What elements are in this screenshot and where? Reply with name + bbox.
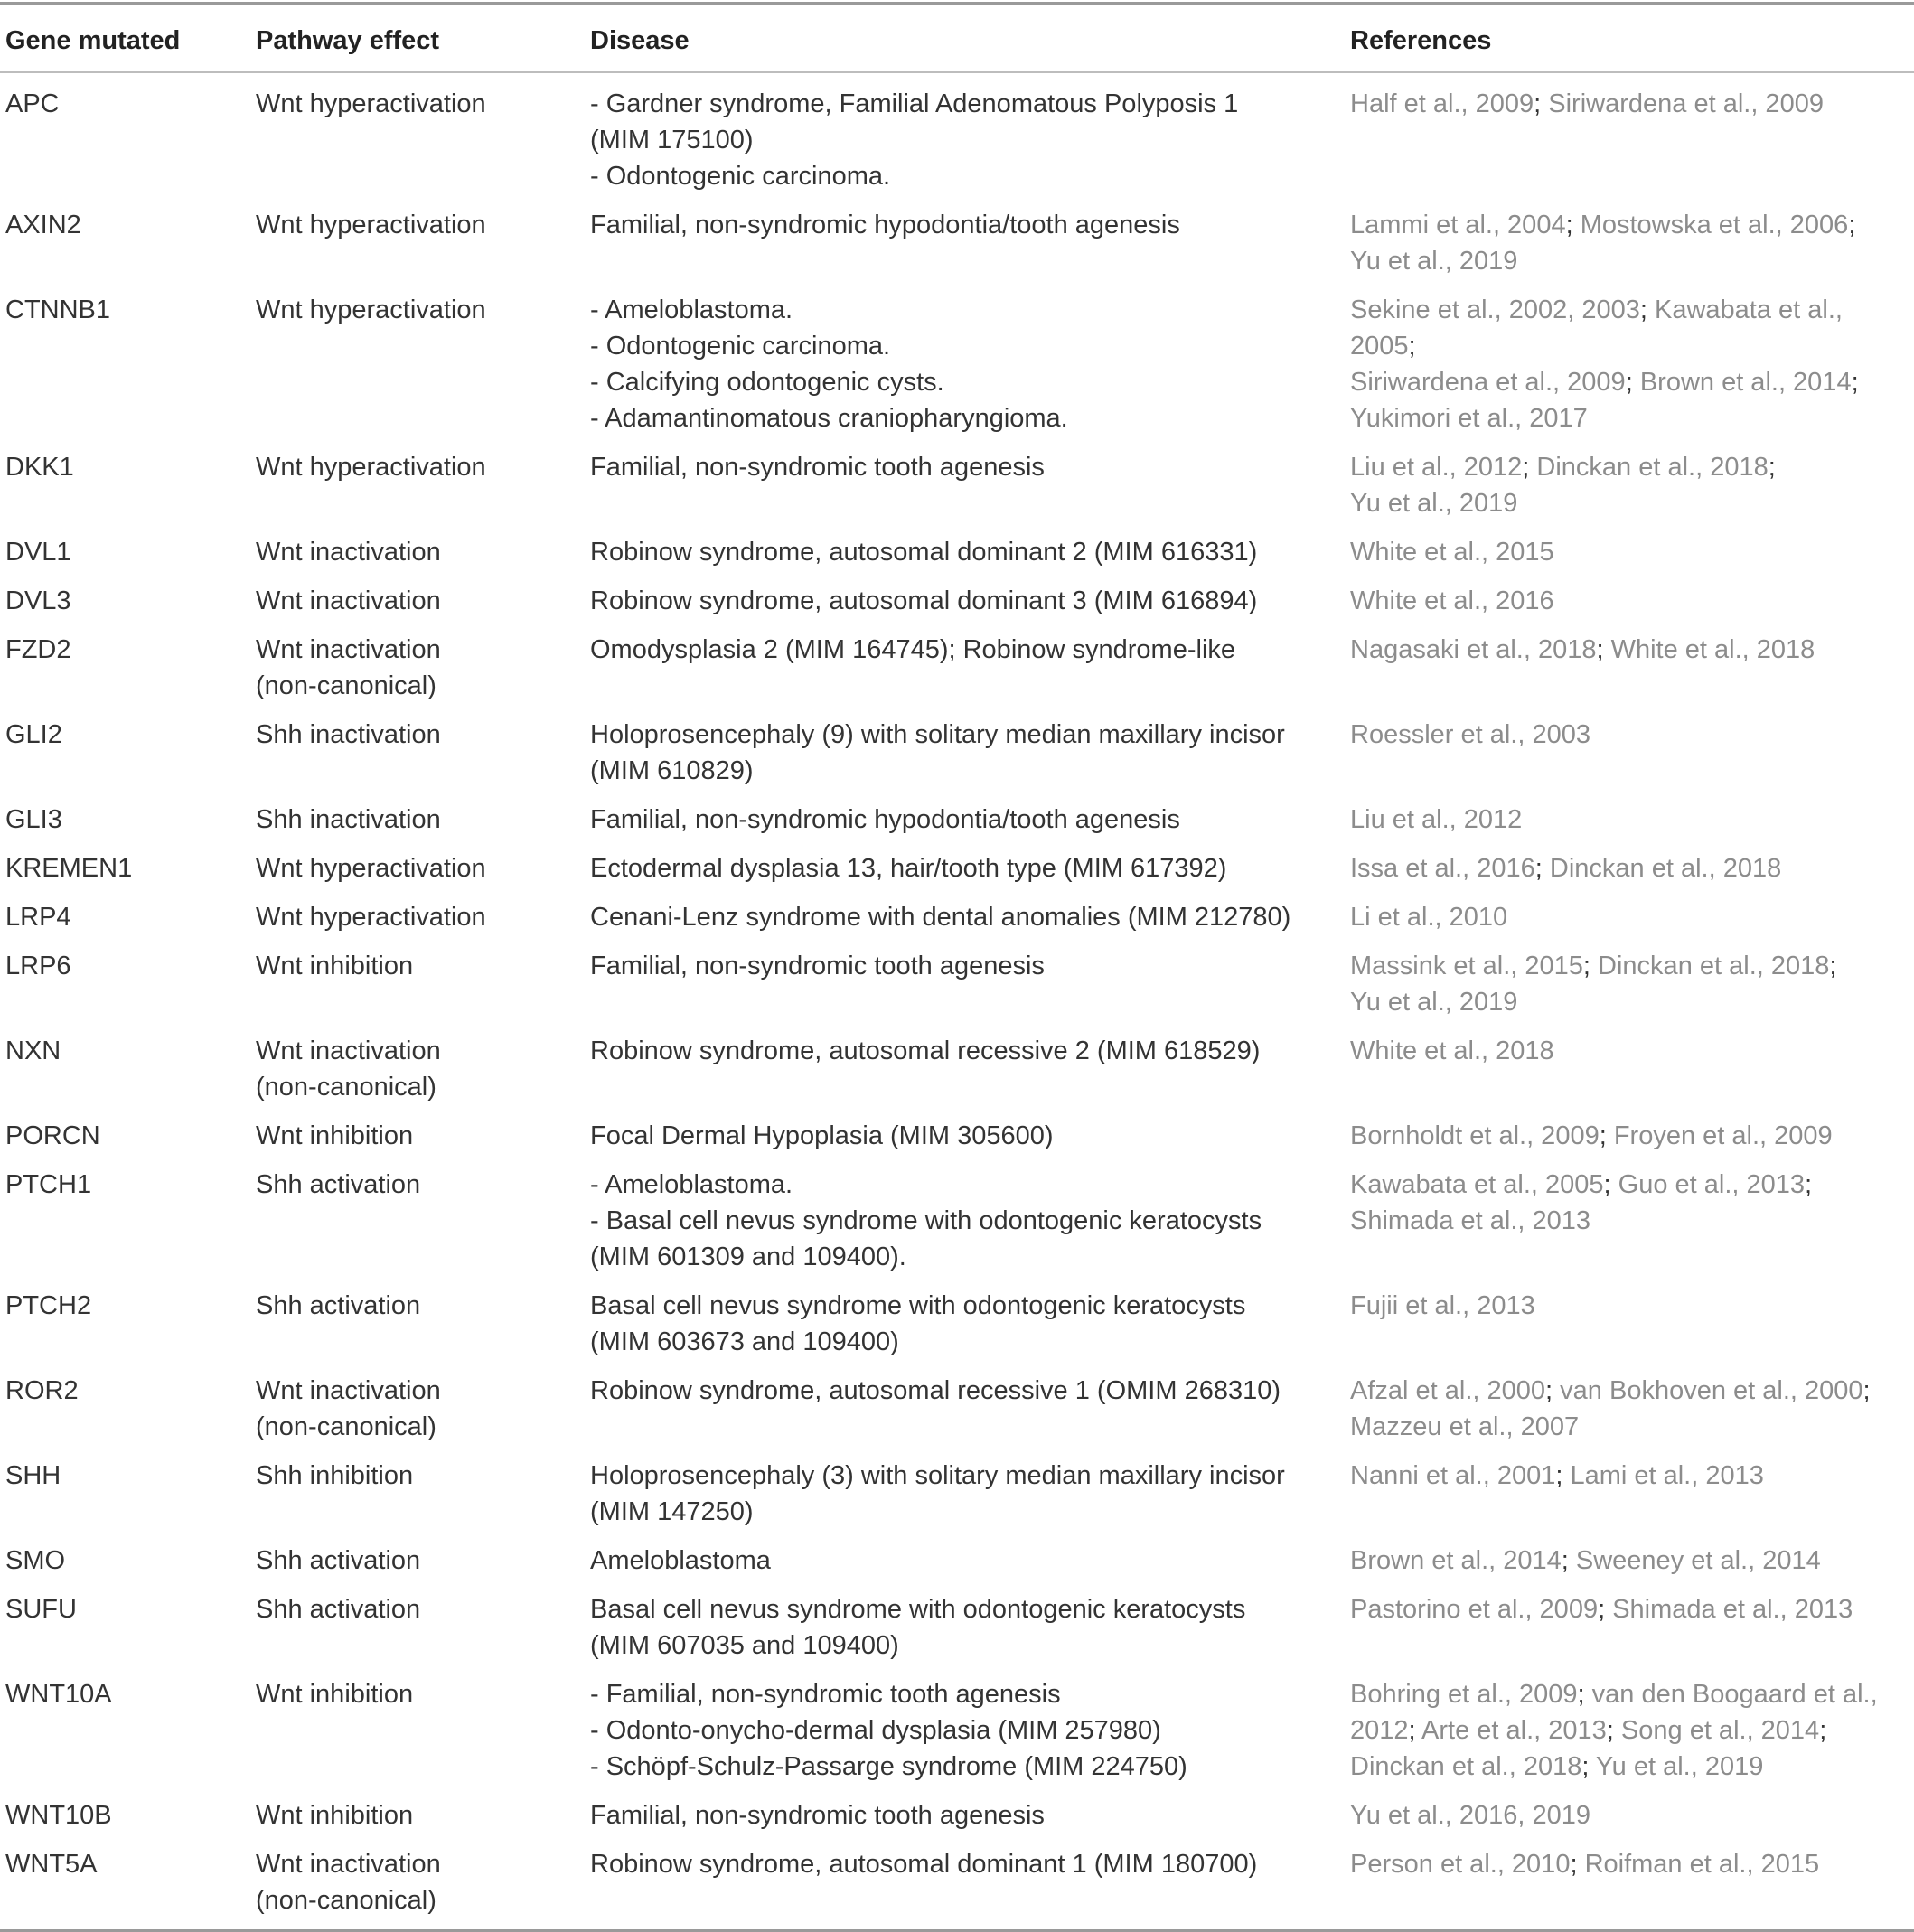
table-row <box>0 1841 1914 1931</box>
reference-link[interactable]: Mostowska et al., 2006 <box>1580 211 1849 239</box>
pathway-effect-line: Wnt inactivation <box>256 538 441 567</box>
disease-cell <box>585 796 1345 845</box>
disease-cell <box>585 577 1345 626</box>
gene-cell: LRP6 <box>5 952 71 980</box>
references-cell <box>1345 1537 1914 1586</box>
reference-link[interactable]: Siriwardena et al., 2009 <box>1350 368 1626 397</box>
pathway-effect-cell <box>250 1027 585 1112</box>
pathway-effect-line: Shh inactivation <box>256 805 441 834</box>
reference-link[interactable]: Nanni et al., 2001 <box>1350 1461 1556 1490</box>
disease-cell <box>585 1671 1345 1792</box>
gene-cell: WNT5A <box>5 1850 98 1879</box>
disease-line: - Basal cell nevus syndrome with odontogenic keratocysts <box>590 1206 1262 1235</box>
references-line <box>1350 802 1905 838</box>
references-line <box>1350 1033 1905 1069</box>
pathway-effect-line: Shh activation <box>256 1595 421 1624</box>
pathway-effect-cell <box>250 72 585 202</box>
disease-line: Robinow syndrome, autosomal dominant 2 (MIM 616331) <box>590 538 1258 567</box>
pathway-effect-cell <box>250 1452 585 1537</box>
references-cell <box>1345 72 1914 202</box>
reference-separator: ; <box>1819 1716 1827 1745</box>
reference-separator: ; <box>1534 854 1550 883</box>
pathway-effect-cell <box>250 1282 585 1367</box>
references-line <box>1350 1712 1905 1749</box>
pathway-effect-cell <box>250 1671 585 1792</box>
pathway-effect-line: Shh inhibition <box>256 1461 414 1490</box>
reference-separator: ; <box>1862 1376 1871 1405</box>
reference-link[interactable]: Fujii et al., 2013 <box>1350 1291 1535 1320</box>
disease-line: (MIM 601309 and 109400). <box>590 1243 906 1271</box>
reference-link[interactable]: Yu et al., 2019 <box>1350 489 1518 518</box>
disease-line: Focal Dermal Hypoplasia (MIM 305600) <box>590 1121 1054 1150</box>
references-cell <box>1345 577 1914 626</box>
reference-link[interactable]: Person et al., 2010 <box>1350 1850 1571 1879</box>
disease-line: - Odontogenic carcinoma. <box>590 332 891 361</box>
gene-cell: SUFU <box>5 1595 77 1624</box>
references-line <box>1350 1797 1905 1834</box>
reference-separator: ; <box>1829 952 1837 980</box>
disease-line: (MIM 147250) <box>590 1497 754 1526</box>
reference-link[interactable]: Dinckan et al., 2018 <box>1536 453 1769 482</box>
reference-link[interactable]: Shimada et al., 2013 <box>1350 1206 1591 1235</box>
gene-cell: WNT10B <box>5 1801 112 1830</box>
gene-cell: PTCH2 <box>5 1291 92 1320</box>
disease-line: (MIM 175100) <box>590 126 754 155</box>
reference-separator: ; <box>1603 1170 1618 1199</box>
table-row <box>0 1537 1914 1586</box>
pathway-effect-cell <box>250 943 585 1027</box>
pathway-effect-cell <box>250 1586 585 1671</box>
reference-separator: ; <box>1625 368 1640 397</box>
references-cell <box>1345 444 1914 529</box>
table-row <box>0 1282 1914 1367</box>
reference-link[interactable]: Massink et al., 2015 <box>1350 952 1583 980</box>
table-row <box>0 1112 1914 1161</box>
references-line <box>1350 850 1905 886</box>
reference-link[interactable]: Shimada et al., 2013 <box>1612 1595 1853 1624</box>
header-references: References <box>1350 26 1492 55</box>
gene-cell: PTCH1 <box>5 1170 92 1199</box>
reference-link[interactable]: Issa et al., 2016 <box>1350 854 1535 883</box>
table-row <box>0 845 1914 894</box>
pathway-effect-cell <box>250 1161 585 1282</box>
gene-cell: WNT10A <box>5 1680 112 1709</box>
gene-cell: DVL1 <box>5 538 71 567</box>
table-body <box>0 72 1914 1931</box>
gene-cell: AXIN2 <box>5 211 81 239</box>
reference-link[interactable]: Yu et al., 2019 <box>1350 247 1518 276</box>
table-row <box>0 626 1914 711</box>
pathway-effect-line: Wnt inactivation <box>256 1376 441 1405</box>
disease-cell <box>585 72 1345 202</box>
references-cell <box>1345 943 1914 1027</box>
pathway-effect-cell <box>250 286 585 444</box>
reference-separator: ; <box>1596 635 1611 664</box>
disease-cell <box>585 1537 1345 1586</box>
references-cell <box>1345 1161 1914 1282</box>
table-row <box>0 444 1914 529</box>
disease-line: Basal cell nevus syndrome with odontogenic keratocysts <box>590 1291 1246 1320</box>
disease-line: (MIM 607035 and 109400) <box>590 1631 899 1660</box>
pathway-effect-line: (non-canonical) <box>256 1886 436 1915</box>
disease-cell <box>585 529 1345 577</box>
reference-link[interactable]: Yukimori et al., 2017 <box>1350 404 1588 433</box>
pathway-effect-cell <box>250 1841 585 1931</box>
reference-link[interactable]: Afzal et al., 2000 <box>1350 1376 1546 1405</box>
references-cell <box>1345 711 1914 796</box>
table-row <box>0 943 1914 1027</box>
references-cell <box>1345 1452 1914 1537</box>
disease-line: - Schöpf-Schulz-Passarge syndrome (MIM 224750) <box>590 1752 1187 1781</box>
reference-link[interactable]: Yu et al., 2019 <box>1350 988 1518 1017</box>
gene-cell: GLI2 <box>5 720 62 749</box>
disease-line: Familial, non-syndromic hypodontia/tooth agenesis <box>590 211 1180 239</box>
pathway-effect-line: Wnt hyperactivation <box>256 453 486 482</box>
disease-line: - Calcifying odontogenic cysts. <box>590 368 944 397</box>
reference-separator: ; <box>1851 368 1859 397</box>
reference-link[interactable]: Mazzeu et al., 2007 <box>1350 1412 1580 1441</box>
references-line <box>1350 1591 1905 1627</box>
reference-link[interactable]: Sweeney et al., 2014 <box>1575 1546 1821 1575</box>
reference-link[interactable]: van Bokhoven et al., 2000 <box>1560 1376 1863 1405</box>
reference-link[interactable]: Li et al., 2010 <box>1350 903 1508 932</box>
table-row <box>0 1452 1914 1537</box>
disease-cell <box>585 626 1345 711</box>
reference-link[interactable]: Brown et al., 2014 <box>1639 368 1852 397</box>
reference-link[interactable]: Liu et al., 2012 <box>1350 805 1523 834</box>
table-row <box>0 1671 1914 1792</box>
table-header <box>0 4 1914 73</box>
pathway-effect-cell <box>250 1792 585 1841</box>
disease-cell <box>585 1161 1345 1282</box>
reference-separator: ; <box>1768 453 1776 482</box>
references-line <box>1350 1846 1905 1882</box>
disease-cell <box>585 444 1345 529</box>
references-line <box>1350 1458 1905 1494</box>
references-line <box>1350 207 1905 243</box>
disease-cell <box>585 1586 1345 1671</box>
disease-cell <box>585 711 1345 796</box>
pathway-effect-line: Shh activation <box>256 1291 421 1320</box>
gene-cell: APC <box>5 89 60 118</box>
gene-cell: DVL3 <box>5 586 71 615</box>
pathway-effect-line: Wnt inhibition <box>256 952 414 980</box>
pathway-effect-cell <box>250 1537 585 1586</box>
pathway-effect-cell <box>250 577 585 626</box>
disease-line: - Ameloblastoma. <box>590 1170 793 1199</box>
pathway-effect-line: Wnt inhibition <box>256 1680 414 1709</box>
disease-cell <box>585 1841 1345 1931</box>
references-line <box>1350 1373 1905 1409</box>
disease-cell <box>585 1112 1345 1161</box>
pathway-effect-line: Wnt hyperactivation <box>256 89 486 118</box>
reference-link[interactable]: Lami et al., 2013 <box>1570 1461 1764 1490</box>
reference-link[interactable]: 2012 <box>1350 1716 1409 1745</box>
references-cell <box>1345 626 1914 711</box>
references-line <box>1350 449 1905 485</box>
reference-link[interactable]: White et al., 2015 <box>1350 538 1554 567</box>
disease-line: Basal cell nevus syndrome with odontogenic keratocysts <box>590 1595 1246 1624</box>
references-cell <box>1345 1112 1914 1161</box>
disease-cell <box>585 1452 1345 1537</box>
header-pathway-effect: Pathway effect <box>256 26 440 55</box>
pathway-effect-line: Wnt hyperactivation <box>256 211 486 239</box>
pathway-effect-line: Shh inactivation <box>256 720 441 749</box>
disease-line: Familial, non-syndromic tooth agenesis <box>590 952 1045 980</box>
disease-line: Robinow syndrome, autosomal dominant 1 (MIM 180700) <box>590 1850 1258 1879</box>
references-cell <box>1345 1282 1914 1367</box>
disease-line: Robinow syndrome, autosomal recessive 1 (OMIM 268310) <box>590 1376 1281 1405</box>
disease-line: - Odonto-onycho-dermal dysplasia (MIM 257980) <box>590 1716 1161 1745</box>
reference-link[interactable]: Pastorino et al., 2009 <box>1350 1595 1599 1624</box>
references-cell <box>1345 894 1914 943</box>
disease-line: (MIM 610829) <box>590 756 754 785</box>
reference-separator: ; <box>1598 1595 1613 1624</box>
pathway-effect-line: (non-canonical) <box>256 1412 436 1441</box>
disease-line: Holoprosencephaly (3) with solitary median maxillary incisor <box>590 1461 1285 1490</box>
gene-mutation-table <box>0 2 1914 1932</box>
references-line <box>1350 1749 1905 1785</box>
references-line <box>1350 1167 1905 1203</box>
references-line <box>1350 364 1905 400</box>
reference-link[interactable]: Yu et al., 2016, 2019 <box>1350 1801 1591 1830</box>
table-row <box>0 1161 1914 1282</box>
reference-separator: ; <box>1639 295 1655 324</box>
reference-separator: ; <box>1522 453 1537 482</box>
pathway-effect-cell <box>250 796 585 845</box>
header-disease: Disease <box>590 26 690 55</box>
references-line <box>1350 632 1905 668</box>
reference-separator: ; <box>1408 1716 1422 1745</box>
table-row <box>0 1367 1914 1452</box>
references-cell <box>1345 796 1914 845</box>
reference-link[interactable]: Nagasaki et al., 2018 <box>1350 635 1597 664</box>
disease-line: - Adamantinomatous craniopharyngioma. <box>590 404 1068 433</box>
references-line <box>1350 583 1905 619</box>
gene-cell: GLI3 <box>5 805 62 834</box>
references-cell <box>1345 1792 1914 1841</box>
references-line <box>1350 1676 1905 1712</box>
disease-cell <box>585 894 1345 943</box>
gene-cell: LRP4 <box>5 903 71 932</box>
pathway-effect-line: Wnt hyperactivation <box>256 903 486 932</box>
table-row <box>0 796 1914 845</box>
table-row <box>0 286 1914 444</box>
references-line <box>1350 400 1905 436</box>
table-row <box>0 1586 1914 1671</box>
reference-separator: ; <box>1408 332 1416 361</box>
gene-cell: PORCN <box>5 1121 100 1150</box>
disease-line: - Gardner syndrome, Familial Adenomatous Polyposis 1 <box>590 89 1239 118</box>
pathway-effect-line: (non-canonical) <box>256 1073 436 1102</box>
reference-separator: ; <box>1599 1121 1614 1150</box>
pathway-effect-cell <box>250 529 585 577</box>
reference-link[interactable]: Roessler et al., 2003 <box>1350 720 1590 749</box>
reference-link[interactable]: Bohring et al., 2009 <box>1350 1680 1578 1709</box>
disease-cell <box>585 943 1345 1027</box>
pathway-effect-line: Wnt inactivation <box>256 586 441 615</box>
disease-cell <box>585 1282 1345 1367</box>
gene-cell: FZD2 <box>5 635 71 664</box>
reference-separator: ; <box>1534 89 1549 118</box>
pathway-effect-line: Wnt inactivation <box>256 1850 441 1879</box>
disease-cell <box>585 1367 1345 1452</box>
pathway-effect-line: (non-canonical) <box>256 671 436 700</box>
reference-separator: ; <box>1848 211 1856 239</box>
pathway-effect-cell <box>250 444 585 529</box>
pathway-effect-cell <box>250 1112 585 1161</box>
reference-link[interactable]: Bornholdt et al., 2009 <box>1350 1121 1600 1150</box>
reference-link[interactable]: Guo et al., 2013 <box>1618 1170 1806 1199</box>
reference-separator: ; <box>1555 1461 1571 1490</box>
references-cell <box>1345 286 1914 444</box>
references-line <box>1350 243 1905 279</box>
references-cell <box>1345 202 1914 286</box>
reference-link[interactable]: van den Boogaard et al., <box>1591 1680 1878 1709</box>
reference-link[interactable]: White et al., 2016 <box>1350 586 1554 615</box>
gene-cell: ROR2 <box>5 1376 79 1405</box>
reference-separator: ; <box>1606 1716 1621 1745</box>
references-line <box>1350 292 1905 364</box>
disease-cell <box>585 845 1345 894</box>
reference-separator: ; <box>1577 1680 1592 1709</box>
reference-link[interactable]: Dinckan et al., 2018 <box>1350 1752 1582 1781</box>
pathway-effect-cell <box>250 845 585 894</box>
reference-link[interactable]: Siriwardena et al., 2009 <box>1548 89 1824 118</box>
references-line <box>1350 485 1905 521</box>
disease-line: Ameloblastoma <box>590 1546 771 1575</box>
table-row <box>0 202 1914 286</box>
references-line <box>1350 534 1905 570</box>
reference-link[interactable]: Kawabata et al., 2005 <box>1350 1170 1604 1199</box>
disease-line: Omodysplasia 2 (MIM 164745); Robinow syndrome-like <box>590 635 1236 664</box>
references-cell <box>1345 1367 1914 1452</box>
pathway-effect-cell <box>250 626 585 711</box>
references-cell <box>1345 1586 1914 1671</box>
disease-line: Robinow syndrome, autosomal recessive 2 (MIM 618529) <box>590 1036 1261 1065</box>
reference-separator: ; <box>1581 1752 1596 1781</box>
reference-link[interactable]: Yu et al., 2019 <box>1595 1752 1764 1781</box>
disease-line: Robinow syndrome, autosomal dominant 3 (MIM 616894) <box>590 586 1258 615</box>
disease-cell <box>585 1792 1345 1841</box>
reference-link[interactable]: Dinckan et al., 2018 <box>1549 854 1782 883</box>
disease-line: Holoprosencephaly (9) with solitary median maxillary incisor <box>590 720 1285 749</box>
table-row <box>0 72 1914 202</box>
disease-line: Ectodermal dysplasia 13, hair/tooth type (MIM 617392) <box>590 854 1227 883</box>
disease-line: - Ameloblastoma. <box>590 295 793 324</box>
disease-line: - Odontogenic carcinoma. <box>590 162 891 191</box>
reference-link[interactable]: Froyen et al., 2009 <box>1613 1121 1833 1150</box>
disease-line: Familial, non-syndromic tooth agenesis <box>590 453 1045 482</box>
pathway-effect-line: Wnt inhibition <box>256 1121 414 1150</box>
references-line <box>1350 1288 1905 1324</box>
table-row <box>0 711 1914 796</box>
table-row <box>0 1027 1914 1112</box>
references-line <box>1350 948 1905 984</box>
reference-link[interactable]: Lammi et al., 2004 <box>1350 211 1566 239</box>
reference-separator: ; <box>1570 1850 1585 1879</box>
references-line <box>1350 717 1905 753</box>
gene-cell: SMO <box>5 1546 66 1575</box>
header-row <box>0 4 1914 73</box>
reference-link[interactable]: Song et al., 2014 <box>1620 1716 1820 1745</box>
pathway-effect-line: Wnt hyperactivation <box>256 854 486 883</box>
references-line <box>1350 1409 1905 1445</box>
gene-cell: NXN <box>5 1036 61 1065</box>
gene-cell: DKK1 <box>5 453 74 482</box>
gene-cell: CTNNB1 <box>5 295 111 324</box>
references-line <box>1350 1118 1905 1154</box>
pathway-effect-line: Shh activation <box>256 1546 421 1575</box>
disease-cell <box>585 202 1345 286</box>
reference-link[interactable]: White et al., 2018 <box>1610 635 1815 664</box>
reference-link[interactable]: Sekine et al., 2002, 2003 <box>1350 295 1640 324</box>
disease-line: Familial, non-syndromic hypodontia/tooth agenesis <box>590 805 1180 834</box>
pathway-effect-cell <box>250 894 585 943</box>
pathway-effect-cell <box>250 202 585 286</box>
reference-separator: ; <box>1582 952 1599 980</box>
reference-link[interactable]: Roifman et al., 2015 <box>1584 1850 1820 1879</box>
references-cell <box>1345 845 1914 894</box>
reference-separator: ; <box>1561 1546 1576 1575</box>
disease-cell <box>585 1027 1345 1112</box>
pathway-effect-line: Wnt inactivation <box>256 1036 441 1065</box>
table-row <box>0 1792 1914 1841</box>
references-line <box>1350 1543 1905 1579</box>
pathway-effect-cell <box>250 711 585 796</box>
references-cell <box>1345 1671 1914 1792</box>
gene-cell: SHH <box>5 1461 61 1490</box>
table-row <box>0 529 1914 577</box>
references-line <box>1350 86 1905 122</box>
reference-link[interactable]: Brown et al., 2014 <box>1350 1546 1562 1575</box>
reference-link[interactable]: Dinckan et al., 2018 <box>1598 952 1830 980</box>
reference-link[interactable]: Half et al., 2009 <box>1350 89 1534 118</box>
reference-link[interactable]: White et al., 2018 <box>1350 1036 1554 1065</box>
reference-separator: ; <box>1805 1170 1813 1199</box>
pathway-effect-cell <box>250 1367 585 1452</box>
pathway-effect-line: Wnt inhibition <box>256 1801 414 1830</box>
pathway-effect-line: Wnt hyperactivation <box>256 295 486 324</box>
header-gene: Gene mutated <box>5 26 181 55</box>
disease-cell <box>585 286 1345 444</box>
references-line <box>1350 899 1905 935</box>
references-line <box>1350 1203 1905 1239</box>
references-line <box>1350 984 1905 1020</box>
pathway-effect-line: Wnt inactivation <box>256 635 441 664</box>
table-row <box>0 577 1914 626</box>
disease-line: (MIM 603673 and 109400) <box>590 1327 899 1356</box>
table-row <box>0 894 1914 943</box>
disease-line: Cenani-Lenz syndrome with dental anomalies (MIM 212780) <box>590 903 1291 932</box>
references-cell <box>1345 1841 1914 1931</box>
disease-line: Familial, non-syndromic tooth agenesis <box>590 1801 1045 1830</box>
pathway-effect-line: Shh activation <box>256 1170 421 1199</box>
disease-line: - Familial, non-syndromic tooth agenesis <box>590 1680 1061 1709</box>
gene-cell: KREMEN1 <box>5 854 133 883</box>
references-cell <box>1345 529 1914 577</box>
reference-link[interactable]: Arte et al., 2013 <box>1421 1716 1607 1745</box>
reference-separator: ; <box>1565 211 1581 239</box>
reference-link[interactable]: Kawabata et al., 2005 <box>1350 295 1843 361</box>
reference-separator: ; <box>1545 1376 1561 1405</box>
reference-link[interactable]: Liu et al., 2012 <box>1350 453 1523 482</box>
references-cell <box>1345 1027 1914 1112</box>
